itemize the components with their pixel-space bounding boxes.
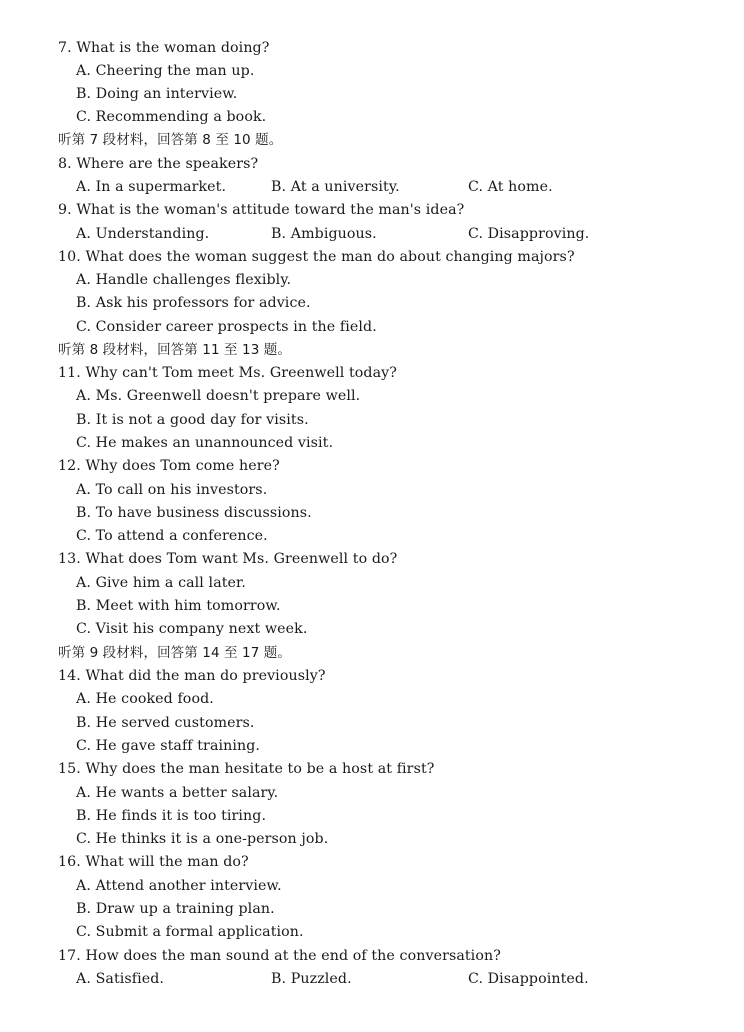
question-14-option-b: B. He served customers. <box>76 715 255 731</box>
question-17-option-a: A. Satisfied. <box>76 971 165 987</box>
question-11-option-b: B. It is not a good day for visits. <box>76 412 309 428</box>
question-12-option-b: B. To have business discussions. <box>76 505 312 521</box>
question-14-option-c: C. He gave staff training. <box>76 738 261 754</box>
question-10-option-a: A. Handle challenges flexibly. <box>76 272 292 288</box>
question-7-option-a: A. Cheering the man up. <box>76 63 255 79</box>
question-15-option-a: A. He wants a better salary. <box>76 785 279 801</box>
question-7-option-c: C. Recommending a book. <box>76 109 267 125</box>
question-8: 8. Where are the speakers? <box>58 156 259 172</box>
question-12-option-a: A. To call on his investors. <box>76 482 268 498</box>
question-10-option-c: C. Consider career prospects in the field. <box>76 319 377 335</box>
question-8-option-a: A. In a supermarket. <box>76 179 227 195</box>
question-7-option-b: B. Doing an interview. <box>76 86 238 102</box>
question-15-option-b: B. He finds it is too tiring. <box>76 808 267 824</box>
question-17: 17. How does the man sound at the end of the conversation? <box>58 948 501 964</box>
question-8-option-b: B. At a university. <box>271 179 400 195</box>
question-13-option-b: B. Meet with him tomorrow. <box>76 598 281 614</box>
question-14: 14. What did the man do previously? <box>58 668 326 684</box>
question-8-option-c: C. At home. <box>468 179 553 195</box>
question-7: 7. What is the woman doing? <box>58 40 270 56</box>
question-17-option-b: B. Puzzled. <box>271 971 352 987</box>
section-heading-7: 听第 7 段材料，回答第 8 至 10 题。 <box>58 132 283 148</box>
question-13-option-a: A. Give him a call later. <box>76 575 246 591</box>
question-16: 16. What will the man do? <box>58 854 249 870</box>
question-9-option-c: C. Disapproving. <box>468 226 590 242</box>
question-12-option-c: C. To attend a conference. <box>76 528 268 544</box>
question-16-option-c: C. Submit a formal application. <box>76 924 304 940</box>
question-14-option-a: A. He cooked food. <box>76 691 214 707</box>
question-11: 11. Why can't Tom meet Ms. Greenwell today? <box>58 365 397 381</box>
section-heading-8: 听第 8 段材料，回答第 11 至 13 题。 <box>58 342 291 358</box>
question-10-option-b: B. Ask his professors for advice. <box>76 295 311 311</box>
question-9-option-b: B. Ambiguous. <box>271 226 377 242</box>
question-10: 10. What does the woman suggest the man do about changing majors? <box>58 249 575 265</box>
question-9-option-a: A. Understanding. <box>76 226 210 242</box>
question-9: 9. What is the woman's attitude toward the man's idea? <box>58 202 465 218</box>
question-16-option-b: B. Draw up a training plan. <box>76 901 275 917</box>
question-11-option-a: A. Ms. Greenwell doesn't prepare well. <box>76 388 361 404</box>
question-17-option-c: C. Disappointed. <box>468 971 589 987</box>
question-11-option-c: C. He makes an unannounced visit. <box>76 435 334 451</box>
question-16-option-a: A. Attend another interview. <box>76 878 282 894</box>
section-heading-9: 听第 9 段材料，回答第 14 至 17 题。 <box>58 645 291 661</box>
question-13: 13. What does Tom want Ms. Greenwell to do? <box>58 551 398 567</box>
question-13-option-c: C. Visit his company next week. <box>76 621 308 637</box>
question-15-option-c: C. He thinks it is a one-person job. <box>76 831 329 847</box>
question-15: 15. Why does the man hesitate to be a host at first? <box>58 761 435 777</box>
question-12: 12. Why does Tom come here? <box>58 458 280 474</box>
